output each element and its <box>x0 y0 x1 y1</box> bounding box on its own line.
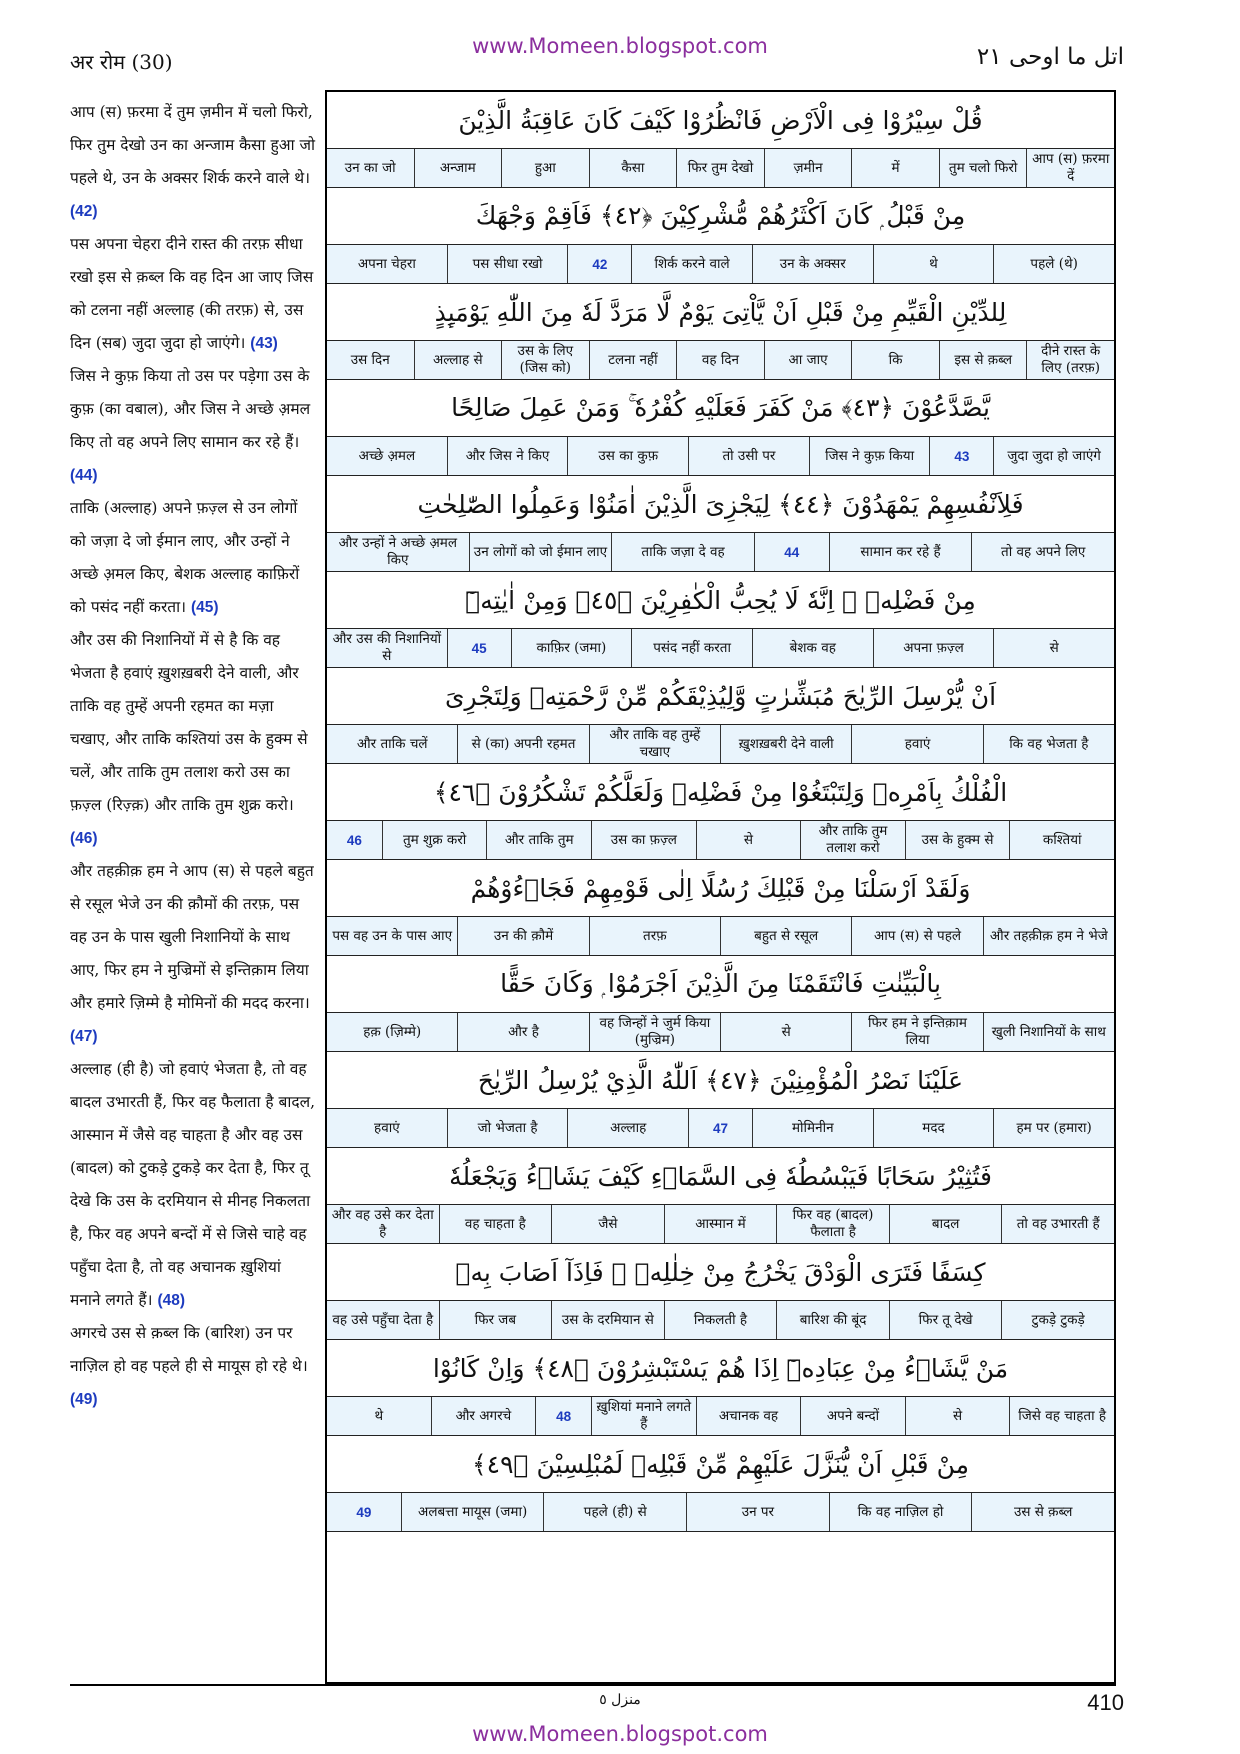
word-translation-cell: पहले (थे) <box>993 245 1114 283</box>
word-translation-cell: आप (स) से पहले <box>851 917 982 955</box>
bottom-url: www.Momeen.blogspot.com <box>472 1722 768 1746</box>
word-translation-row <box>327 628 1114 668</box>
word-translation-cell: और उन्हों ने अच्छे अ़मल किए <box>338 535 457 568</box>
word-translation-cell: बारिश की बूंद <box>776 1301 889 1339</box>
verse-number-cell: 49 <box>356 1504 372 1520</box>
word-translation-row <box>327 1396 1114 1436</box>
word-translation-cell: उन की क़ौमें <box>457 917 588 955</box>
word-translation-cell: पस वह उन के पास आए <box>332 927 453 944</box>
word-translation-cell: निकलती है <box>664 1301 777 1339</box>
word-translation-cell: मोमिनीन <box>752 1109 873 1147</box>
word-translation-cell: आप (स) फ़रमा दें <box>1026 149 1114 187</box>
verse-number-cell: 45 <box>447 629 511 667</box>
footer-divider <box>70 1684 1116 1686</box>
word-translation-cell: ख़ुशियां मनाने लगते हैं <box>591 1397 696 1435</box>
word-translation-cell: उन पर <box>686 1493 829 1531</box>
verse-number-cell: 47 <box>688 1109 752 1147</box>
word-translation-cell: मदद <box>873 1109 994 1147</box>
commentary-paragraph <box>70 624 316 855</box>
word-translation-cell: और उस की निशानियों से <box>332 631 442 664</box>
word-translation-cell: उस के हुक्म से <box>905 821 1010 859</box>
juz-title: اتل ما اوحی ٢١ <box>976 44 1124 70</box>
word-translation-cell: थे <box>374 1407 384 1424</box>
word-translation-row <box>327 916 1114 956</box>
word-translation-cell: से <box>905 1397 1010 1435</box>
commentary-text: और तहक़ीक़ हम ने आप (स) से पहले बहुत से रसूल भेजे उन की क़ौमों की तरफ़, पस वह उन के पास खुली निशानियों के साथ आए, फिर हम ने मुज्रिमों से इन्तिक़ाम लिया और हमारे ज़िम्मे है मोमिनों की मदद करना। <box>70 862 314 1012</box>
arabic-verse-line: قُلْ سِيْرُوْا فِى الْاَرْضِ فَانْظُرُوْا كَيْفَ كَانَ عَاقِبَةُ الَّذِيْنَ <box>458 105 983 135</box>
arabic-verse-line: الْفُلْكُ بِاَمْرِهٖ وَلِتَبْتَغُوْا مِنْ فَضْلِهٖ وَلَعَلَّكُمْ تَشْكُرُوْنَ ﴿٤٦﴾ <box>433 777 1008 807</box>
word-translation-cell: तो उसी पर <box>688 437 809 475</box>
word-translation-cell: हवाएं <box>851 725 982 763</box>
word-translation-cell: फिर तू देखे <box>889 1301 1002 1339</box>
commentary-paragraph <box>70 492 316 624</box>
word-translation-cell: कि वह भेजता है <box>983 725 1114 763</box>
commentary-paragraph <box>70 1317 316 1416</box>
word-translation-cell: अपने बन्दों <box>800 1397 905 1435</box>
commentary-text: ताकि (अल्लाह) अपने फ़ज़्ल से उन लोगों को जज़ा दे जो ईमान लाए, और उन्हों ने अच्छे अ़मल किए, बेशक अल्लाह काफ़िरों को पसंद नहीं करता। <box>70 499 300 616</box>
commentary-paragraph <box>70 228 316 360</box>
word-translation-row <box>327 436 1114 476</box>
word-translation-cell: टुकड़े टुकड़े <box>1001 1301 1114 1339</box>
word-translation-cell: और ताकि वह तुम्हें चखाए <box>589 725 720 763</box>
commentary-text: पस अपना चेहरा दीने रास्त की तरफ़ सीधा रखो इस से क़ब्ल कि वह दिन आ जाए जिस को टलना नहीं अल्लाह (की तरफ़) से, उस दिन (सब) जुदा जुदा हो जाएंगे। <box>70 235 314 352</box>
word-translation-row <box>327 532 1114 572</box>
word-translation-cell: में <box>851 149 939 187</box>
commentary-text: और उस की निशानियों में से है कि वह भेजता है हवाएं ख़ुशख़बरी देने वाली, और ताकि वह तुम्हें अपनी रहमत का मज़ा चखाए, और ताकि कश्तियां उस के हुक्म से चलें, और ताकि तुम तलाश करो उस का फ़ज़्ल (रिज़्क़) और ताकि तुम शुक्र करो। <box>70 631 308 814</box>
word-translation-cell: और तहक़ीक़ हम ने भेजे <box>983 917 1114 955</box>
word-translation-cell: फिर जब <box>439 1301 552 1339</box>
word-translation-cell: उस का फ़ज़्ल <box>591 821 696 859</box>
word-translation-cell: कि वह नाज़िल हो <box>829 1493 972 1531</box>
word-translation-cell: ख़ुशख़बरी देने वाली <box>720 725 851 763</box>
commentary-text: आप (स) फ़रमा दें तुम ज़मीन में चलो फिरो, फिर तुम देखो उन का अन्जाम कैसा हुआ जो पहले थे, उन के अक्सर शिर्क करने वाले थे। <box>70 103 315 187</box>
arabic-verse-line: كِسَفًا فَتَرَى الْوَدْقَ يَخْرُجُ مِنْ خِلٰلِهٖ ۚ فَاِذَآ اَصَابَ بِهٖ <box>455 1257 986 1287</box>
word-translation-cell: कश्तियां <box>1009 821 1114 859</box>
word-translation-cell: वह चाहता है <box>439 1205 552 1243</box>
commentary-text: जिस ने कुफ़ किया तो उस पर पड़ेगा उस के कुफ़ (का वबाल), और जिस ने अच्छे अ़मल किए तो वह अपने लिए सामान कर रहे हैं। <box>70 367 311 451</box>
commentary-paragraph <box>70 96 316 228</box>
verse-number: (47) <box>70 1028 98 1045</box>
word-translation-cell: अपना चेहरा <box>357 255 416 272</box>
word-translation-cell: आस्मान में <box>664 1205 777 1243</box>
word-translation-cell: और अगरचे <box>431 1397 536 1435</box>
word-translation-cell: और ताकि तुम <box>486 821 591 859</box>
word-translation-cell: शिर्क करने वाले <box>631 245 752 283</box>
word-translation-cell: कि <box>851 341 939 379</box>
word-translation-cell: तो वह उभारती हैं <box>1001 1205 1114 1243</box>
verse-number: (43) <box>250 335 278 352</box>
word-translation-cell: और ताकि चलें <box>356 735 428 752</box>
word-translation-cell: काफ़िर (जमा) <box>511 629 632 667</box>
word-translation-cell: आ जाए <box>764 341 852 379</box>
commentary-paragraph <box>70 1053 316 1317</box>
word-translation-cell: इस से क़ब्ल <box>939 341 1027 379</box>
word-translation-cell: वह उसे पहुँचा देता है <box>332 1311 434 1328</box>
word-translation-row <box>327 724 1114 764</box>
word-translation-row <box>327 1204 1114 1244</box>
top-url: www.Momeen.blogspot.com <box>472 34 768 58</box>
word-translation-cell: अपना फ़ज़्ल <box>873 629 994 667</box>
word-translation-cell: ताकि जज़ा दे वह <box>611 533 754 571</box>
word-translation-cell: और है <box>457 1013 588 1051</box>
word-translation-cell: वह दिन <box>676 341 764 379</box>
arabic-verse-line: بِالْبَيِّنٰتِ فَانْتَقَمْنَا مِنَ الَّذِيْنَ اَجْرَمُوْا ۭ وَكَانَ حَقًّا <box>500 969 941 998</box>
verse-number: (45) <box>190 599 219 616</box>
word-translation-cell: थे <box>873 245 994 283</box>
word-translation-cell: उन लोगों को जो ईमान लाए <box>469 533 612 571</box>
commentary-text: अगरचे उस से क़ब्ल कि (बारिश) उन पर नाज़िल हो वह पहले ही से मायूस हो रहे थे। <box>70 1324 308 1375</box>
word-translation-cell: जिसे वह चाहता है <box>1009 1397 1114 1435</box>
word-translation-cell: और वह उसे कर देता है <box>331 1207 434 1240</box>
arabic-verse-line: اَنْ يُّرْسِلَ الرِّيٰحَ مُبَشِّرٰتٍ وَّلِيُذِيْقَكُمْ مِّنْ رَّحْمَتِهٖ وَلِتَجْرِىَ <box>444 681 997 711</box>
word-translation-row <box>327 244 1114 284</box>
word-translation-cell: अच्छे अ़मल <box>358 447 416 464</box>
word-translation-cell: ज़मीन <box>764 149 852 187</box>
verse-number: (46) <box>70 830 98 847</box>
verse-number: (49) <box>70 1391 98 1408</box>
word-translation-cell: उस से क़ब्ल <box>971 1493 1114 1531</box>
word-translation-cell: अन्जाम <box>414 149 502 187</box>
arabic-verse-line: لِلدِّيْنِ الْقَيِّمِ مِنْ قَبْلِ اَنْ يَّاْتِىَ يَوْمٌ لَّا مَرَدَّ لَهٗ مِنَ اللّٰهِ يَوْمَىِٕذٍ <box>434 297 1007 327</box>
word-translation-row <box>327 820 1114 860</box>
word-translation-cell: फिर वह (बादल) फैलाता है <box>776 1205 889 1243</box>
page-number: 410 <box>1087 1690 1124 1715</box>
arabic-verse-line: مِنْ قَبْلِ اَنْ يُّنَزَّلَ عَلَيْهِمْ مِّنْ قَبْلِهٖ لَمُبْلِسِيْنَ ﴿٤٩﴾ <box>472 1449 969 1479</box>
word-translation-cell: तुम चलो फिरो <box>939 149 1027 187</box>
word-translation-cell: वह जिन्हों ने जुर्म किया (मुज्रिम) <box>589 1013 720 1051</box>
word-translation-cell: उन का जो <box>344 159 396 176</box>
word-translation-cell: बादल <box>889 1205 1002 1243</box>
word-translation-cell: से (का) अपनी रहमत <box>457 725 588 763</box>
word-translation-cell: सामान कर रहे हैं <box>829 533 972 571</box>
word-translation-cell: से <box>720 1013 851 1051</box>
word-translation-cell: फिर हम ने इन्तिक़ाम लिया <box>851 1013 982 1051</box>
word-translation-cell: पस सीधा रखो <box>447 245 568 283</box>
word-translation-cell: तरफ़ <box>589 917 720 955</box>
word-translation-cell: खुली निशानियों के साथ <box>983 1013 1114 1051</box>
word-translation-row <box>327 1492 1114 1532</box>
arabic-verse-line: فَتُثِيْرُ سَحَابًا فَيَبْسُطُهٗ فِى السَّمَاۗءِ كَيْفَ يَشَاۗءُ وَيَجْعَلُهٗ <box>449 1161 992 1191</box>
word-translation-cell: हुआ <box>501 149 589 187</box>
word-translation-cell: कैसा <box>589 149 677 187</box>
arabic-verse-line: مَنْ يَّشَاۗءُ مِنْ عِبَادِهٖٓ اِذَا هُمْ يَسْتَبْشِرُوْنَ ﴿٤٨﴾ وَاِنْ كَانُوْا <box>432 1353 1009 1383</box>
word-translation-cell: उन के अक्सर <box>752 245 873 283</box>
word-translation-cell: फिर तुम देखो <box>676 149 764 187</box>
word-translation-cell: अलबत्ता मायूस (जमा) <box>401 1493 544 1531</box>
word-translation-cell: से <box>993 629 1114 667</box>
word-translation-cell: बहुत से रसूल <box>720 917 851 955</box>
word-translation-cell: उस दिन <box>350 351 390 368</box>
arabic-verse-line: مِنْ فَضْلِهٖ ۭ اِنَّهٗ لَا يُحِبُّ الْكٰفِرِيْنَ ﴿٤٥﴾ وَمِنْ اٰيٰتِهٖٓ <box>465 585 976 615</box>
word-translation-cell: अल्लाह <box>567 1109 688 1147</box>
translation-commentary <box>70 96 316 1416</box>
word-translation-cell: अचानक वह <box>696 1397 801 1435</box>
word-translation-cell: से <box>696 821 801 859</box>
word-translation-cell: हक़ (ज़िम्मे) <box>363 1023 422 1040</box>
verse-number-cell: 46 <box>346 832 362 848</box>
word-translation-cell: जिस ने कुफ़ किया <box>809 437 930 475</box>
word-translation-cell: टलना नहीं <box>589 341 677 379</box>
word-translation-cell: तो वह अपने लिए <box>971 533 1114 571</box>
word-translation-cell: जो भेजता है <box>447 1109 568 1147</box>
word-translation-cell: उस के दरमियान से <box>551 1301 664 1339</box>
verse-number: (44) <box>70 467 98 484</box>
word-translation-row <box>327 1012 1114 1052</box>
commentary-paragraph <box>70 360 316 492</box>
word-translation-cell: अल्लाह से <box>414 341 502 379</box>
commentary-text: अल्लाह (ही है) जो हवाएं भेजता है, तो वह बादल उभारती हैं, फिर वह फैलाता है बादल, आस्मान में जैसे वह चाहता है और वह उस (बादल) को टुकड़े टुकड़े कर देता है, फिर तू देखे कि उस के दरमियान से मीनह निकलता है, फिर वह अपने बन्दों में से जिसे चाहे वह पहुँचा देता है, तो वह अचानक ख़ुशियां मनाने लगते हैं। <box>70 1060 316 1309</box>
word-translation-row <box>327 1300 1114 1340</box>
word-translation-cell: और ताकि तुम तलाश करो <box>800 821 905 859</box>
arabic-verse-line: عَلَيْنَا نَصْرُ الْمُؤْمِنِيْنَ ﴿٤٧﴾ اَللّٰهُ الَّذِيْ يُرْسِلُ الرِّيٰحَ <box>477 1065 964 1095</box>
word-translation-cell: उस का कुफ़ <box>567 437 688 475</box>
arabic-verse-line: مِنْ قَبْلُ ۭ كَانَ اَكْثَرُهُمْ مُّشْرِكِيْنَ ﴿٤٢﴾ فَاَقِمْ وَجْهَكَ <box>475 201 966 230</box>
word-translation-cell: तुम शुक्र करो <box>382 821 487 859</box>
verse-number-cell: 42 <box>567 245 631 283</box>
arabic-verse-line: فَلِاَنْفُسِهِمْ يَمْهَدُوْنَ ﴿٤٤﴾ لِيَجْزِىَ الَّذِيْنَ اٰمَنُوْا وَعَمِلُوا الصّٰلِحٰتِ <box>417 489 1024 519</box>
word-translation-row <box>327 1108 1114 1148</box>
word-translation-cell: पहले (ही) से <box>543 1493 686 1531</box>
word-translation-cell: हवाएं <box>374 1119 400 1136</box>
commentary-paragraph <box>70 855 316 1053</box>
word-translation-cell: जैसे <box>551 1205 664 1243</box>
word-translation-cell: उस के लिए (जिस को) <box>501 341 589 379</box>
word-translation-cell: जुदा जुदा हो जाएंगे <box>993 437 1114 475</box>
arabic-verse-line: يَّصَّدَّعُوْنَ ﴿٤٣﴾ مَنْ كَفَرَ فَعَلَيْهِ كُفْرُهٗ ۚ وَمَنْ عَمِلَ صَالِحًا <box>451 393 990 422</box>
word-by-word-grid <box>327 90 1116 1684</box>
verse-number-cell: 44 <box>754 533 829 571</box>
word-translation-cell: हम पर (हमारा) <box>993 1109 1114 1147</box>
verse-number: (42) <box>70 203 98 220</box>
surah-title: अर रोम (30) <box>70 50 173 74</box>
verse-number: (48) <box>157 1292 186 1309</box>
word-translation-row <box>327 148 1114 188</box>
word-translation-cell: पसंद नहीं करता <box>631 629 752 667</box>
word-translation-cell: बेशक वह <box>752 629 873 667</box>
verse-number-cell: 48 <box>535 1397 591 1435</box>
word-translation-cell: दीने रास्त के लिए (तरफ़) <box>1026 341 1114 379</box>
verse-number-cell: 43 <box>929 437 993 475</box>
word-translation-row <box>327 340 1114 380</box>
manzil-label: منزل ٥ <box>599 1692 641 1708</box>
word-translation-cell: और जिस ने किए <box>447 437 568 475</box>
arabic-verse-line: وَلَقَدْ اَرْسَلْنَا مِنْ قَبْلِكَ رُسُلًا اِلٰى قَوْمِهِمْ فَجَاۗءُوْهُمْ <box>470 873 971 903</box>
